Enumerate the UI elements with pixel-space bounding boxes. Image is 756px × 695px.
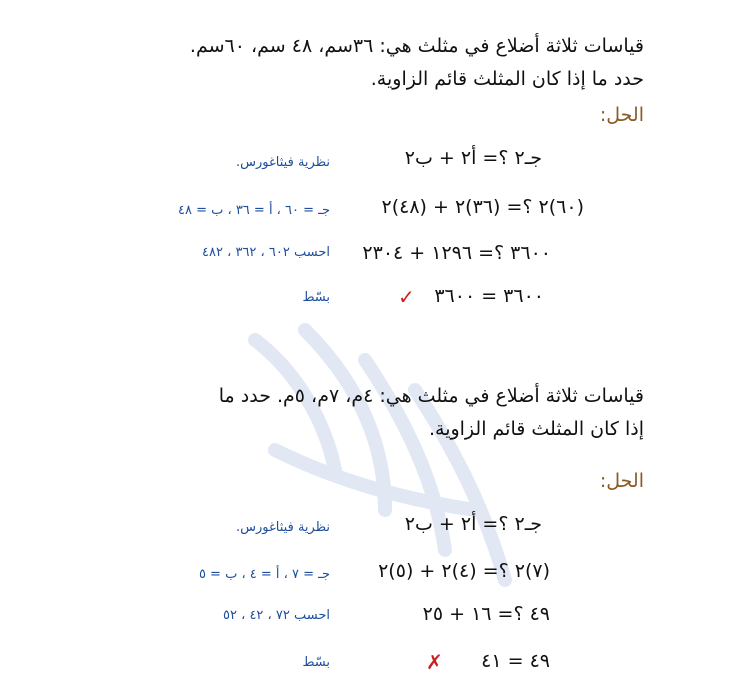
solution-2-note-3: احسب ٧٢ ، ٤٢ ، ٥٢ xyxy=(223,608,330,623)
solution-2-note-2: جـ = ٧ ، أ = ٤ ، ب = ٥ xyxy=(198,567,330,582)
solution-1-equation-2: (٦٠)٢ ؟= (٣٦)٢ + (٤٨)٢ xyxy=(381,196,584,218)
solution-2-label: الحل: xyxy=(599,470,644,492)
solution-1-equation-1: جـ٢ ؟= أ٢ + ب٢ xyxy=(404,147,542,169)
solution-1-equation-4: ٣٦٠٠ = ٣٦٠٠ xyxy=(434,285,544,307)
problem-2-line-2: إذا كان المثلث قائم الزاوية. xyxy=(428,418,644,440)
problem-2-line-1: قياسات ثلاثة أضلاع في مثلث هي: ٤م، ٧م، ٥م. حدد ما xyxy=(218,385,644,407)
problem-2-text xyxy=(84,380,644,446)
solution-1-note-3: احسب ٦٠٢ ، ٣٦٢ ، ٤٨٢ xyxy=(202,245,330,260)
solution-2-equation-1: جـ٢ ؟= أ٢ + ب٢ xyxy=(404,513,542,535)
check-icon: ✓ xyxy=(398,285,415,309)
problem-1-line-1: قياسات ثلاثة أضلاع في مثلث هي: ٣٦سم، ٤٨ سم، ٦٠سم. xyxy=(189,35,644,57)
solution-1-equation-3: ٣٦٠٠ ؟= ١٢٩٦ + ٢٣٠٤ xyxy=(362,242,551,264)
solution-1-label: الحل: xyxy=(599,104,644,126)
solution-2-equation-3: ٤٩ ؟= ١٦ + ٢٥ xyxy=(422,603,550,625)
solution-2-note-1: نظرية فيثاغورس. xyxy=(236,520,330,535)
solution-1-note-4: بسّط xyxy=(302,290,330,305)
problem-1-line-2: حدد ما إذا كان المثلث قائم الزاوية. xyxy=(370,68,644,90)
cross-icon: ✗ xyxy=(426,650,443,674)
solution-1-note-1: نظرية فيثاغورس. xyxy=(236,155,330,170)
solution-2-equation-2: (٧)٢ ؟= (٤)٢ + (٥)٢ xyxy=(378,560,550,582)
problem-1-text xyxy=(84,30,644,96)
watermark-graphic xyxy=(215,300,545,600)
solution-2-note-4: بسّط xyxy=(302,655,330,670)
solution-2-equation-4: ٤٩ = ٤١ xyxy=(481,650,550,672)
solution-1-note-2: جـ = ٦٠ ، أ = ٣٦ ، ب = ٤٨ xyxy=(177,203,330,218)
